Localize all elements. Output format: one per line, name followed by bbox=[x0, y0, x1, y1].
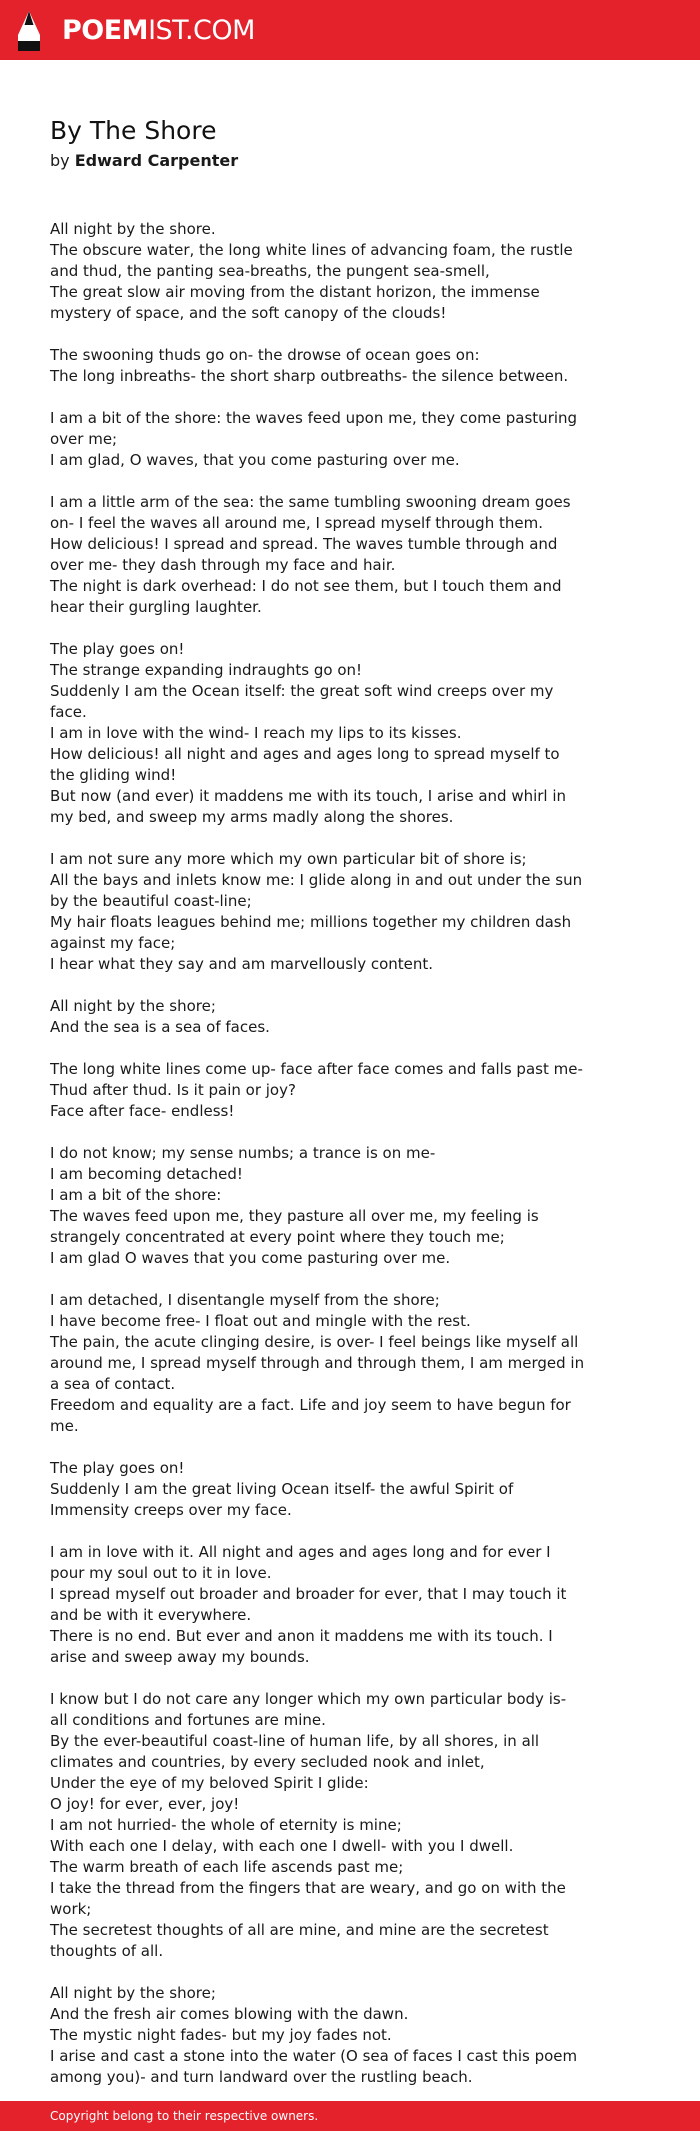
poem-line: Under the eye of my beloved Spirit I glide: bbox=[50, 1774, 369, 1792]
site-footer bbox=[0, 2101, 700, 2131]
poem-line: The waves feed upon me, they pasture all over me, my feeling is strangely concentrated at every point where they touch me; bbox=[50, 1207, 539, 1246]
stanza bbox=[50, 849, 588, 975]
poem-line: The play goes on! bbox=[50, 640, 185, 658]
poem-line: All night by the shore; bbox=[50, 1984, 216, 2002]
poem-line: The secretest thoughts of all are mine, and mine are the secretest thoughts of all. bbox=[50, 1921, 549, 1960]
author-name: Edward Carpenter bbox=[74, 151, 239, 170]
stanza bbox=[50, 1059, 588, 1122]
poem-line: The play goes on! bbox=[50, 1459, 185, 1477]
poem-line: I am not sure any more which my own particular bit of shore is; bbox=[50, 850, 527, 868]
poem-line: There is no end. But ever and anon it maddens me with its touch. I arise and sweep away my bounds. bbox=[50, 1627, 553, 1666]
stanza bbox=[50, 1983, 588, 2088]
poem-body bbox=[50, 219, 588, 2109]
poem-line: Thud after thud. Is it pain or joy? bbox=[50, 1081, 296, 1099]
poem-line: I am glad, O waves, that you come pasturing over me. bbox=[50, 451, 460, 469]
poem-line: I arise and cast a stone into the water (O sea of faces I cast this poem among you)- and turn landward over the rustling beach. bbox=[50, 2047, 578, 2086]
poem-line: The pain, the acute clinging desire, is over- I feel beings like myself all around me, I spread myself through and through them, I am merged in a sea of contact. bbox=[50, 1333, 585, 1393]
poem-line: I am a bit of the shore: bbox=[50, 1186, 222, 1204]
poem-line: I hear what they say and am marvellously content. bbox=[50, 955, 434, 973]
stanza bbox=[50, 1542, 588, 1668]
poem-line: The strange expanding indraughts go on! bbox=[50, 661, 363, 679]
poem-line: I am a bit of the shore: the waves feed upon me, they come pasturing over me; bbox=[50, 409, 578, 448]
stanza bbox=[50, 996, 588, 1038]
copyright-text: Copyright belong to their respective owners. bbox=[50, 2109, 319, 2123]
poem-line: The night is dark overhead: I do not see them, but I touch them and hear their gurgling laughter. bbox=[50, 577, 562, 616]
poem-line: I am in love with the wind- I reach my lips to its kisses. bbox=[50, 724, 462, 742]
poem-line: The great slow air moving from the distant horizon, the immense mystery of space, and the soft canopy of the clouds! bbox=[50, 283, 540, 322]
poem-line: All night by the shore. bbox=[50, 220, 216, 238]
poem-line: With each one I delay, with each one I dwell- with you I dwell. bbox=[50, 1837, 514, 1855]
by-label: by bbox=[50, 151, 70, 170]
brand-thin: IST.COM bbox=[148, 14, 255, 46]
poem-line: The mystic night fades- but my joy fades not. bbox=[50, 2026, 392, 2044]
poem-line: The long white lines come up- face after face comes and falls past me- bbox=[50, 1060, 583, 1078]
poem-line: I am a little arm of the sea: the same tumbling swooning dream goes on- I feel the waves all around me, I spread myself through them. bbox=[50, 493, 571, 532]
poem-line: Face after face- endless! bbox=[50, 1102, 235, 1120]
poem-line: I am detached, I disentangle myself from the shore; bbox=[50, 1291, 440, 1309]
poem-line: All the bays and inlets know me: I glide along in and out under the sun by the beautiful coast-line; bbox=[50, 871, 583, 910]
poem-line: I am in love with it. All night and ages and ages long and for ever I pour my soul out to it in love. bbox=[50, 1543, 551, 1582]
poem-line: I spread myself out broader and broader for ever, that I may touch it and be with it everywhere. bbox=[50, 1585, 567, 1624]
poem-line: But now (and ever) it maddens me with its touch, I arise and whirl in my bed, and sweep my arms madly along the shores. bbox=[50, 787, 567, 826]
poem-line: Suddenly I am the Ocean itself: the great soft wind creeps over my face. bbox=[50, 682, 554, 721]
poem-line: By the ever-beautiful coast-line of human life, by all shores, in all climates and countries, by every secluded nook and inlet, bbox=[50, 1732, 540, 1771]
poem-heading bbox=[50, 112, 650, 172]
poem-line: O joy! for ever, ever, joy! bbox=[50, 1795, 240, 1813]
stanza bbox=[50, 639, 588, 828]
pen-nib-icon[interactable] bbox=[14, 5, 44, 55]
stanza bbox=[50, 1458, 588, 1521]
poem-line: The obscure water, the long white lines of advancing foam, the rustle and thud, the panting sea-breaths, the pungent sea-smell, bbox=[50, 241, 573, 280]
poem-line: Freedom and equality are a fact. Life and joy seem to have begun for me. bbox=[50, 1396, 571, 1435]
poem-line: The long inbreaths- the short sharp outbreaths- the silence between. bbox=[50, 367, 569, 385]
stanza bbox=[50, 1290, 588, 1437]
poem-line: My hair floats leagues behind me; millions together my children dash against my face; bbox=[50, 913, 572, 952]
poem-line: I take the thread from the fingers that are weary, and go on with the work; bbox=[50, 1879, 566, 1918]
poem-line: I know but I do not care any longer which my own particular body is- all conditions and fortunes are mine. bbox=[50, 1690, 567, 1729]
stanza bbox=[50, 492, 588, 618]
site-header bbox=[0, 0, 700, 60]
poem-line: And the sea is a sea of faces. bbox=[50, 1018, 270, 1036]
poem-line: How delicious! all night and ages and ages long to spread myself to the gliding wind! bbox=[50, 745, 560, 784]
poem-line: The swooning thuds go on- the drowse of ocean goes on: bbox=[50, 346, 480, 364]
poem-line: All night by the shore; bbox=[50, 997, 216, 1015]
stanza bbox=[50, 408, 588, 471]
poem-line: I have become free- I float out and mingle with the rest. bbox=[50, 1312, 471, 1330]
poem-line: I am not hurried- the whole of eternity is mine; bbox=[50, 1816, 402, 1834]
poem-line: Suddenly I am the great living Ocean itself- the awful Spirit of Immensity creeps over my face. bbox=[50, 1480, 514, 1519]
poem-line: The warm breath of each life ascends past me; bbox=[50, 1858, 404, 1876]
poem-title: By The Shore bbox=[50, 116, 217, 145]
stanza bbox=[50, 1689, 588, 1962]
stanza bbox=[50, 1143, 588, 1269]
brand-bold: POEM bbox=[62, 14, 149, 46]
site-logo-link[interactable] bbox=[62, 14, 255, 46]
poem-line: I am becoming detached! bbox=[50, 1165, 243, 1183]
byline bbox=[50, 150, 650, 172]
poem-line: I am glad O waves that you come pasturing over me. bbox=[50, 1249, 451, 1267]
stanza bbox=[50, 219, 588, 324]
stanza bbox=[50, 345, 588, 387]
poem-line: How delicious! I spread and spread. The waves tumble through and over me- they dash through my face and hair. bbox=[50, 535, 558, 574]
poem-line: And the fresh air comes blowing with the dawn. bbox=[50, 2005, 409, 2023]
poem-line: I do not know; my sense numbs; a trance is on me- bbox=[50, 1144, 436, 1162]
